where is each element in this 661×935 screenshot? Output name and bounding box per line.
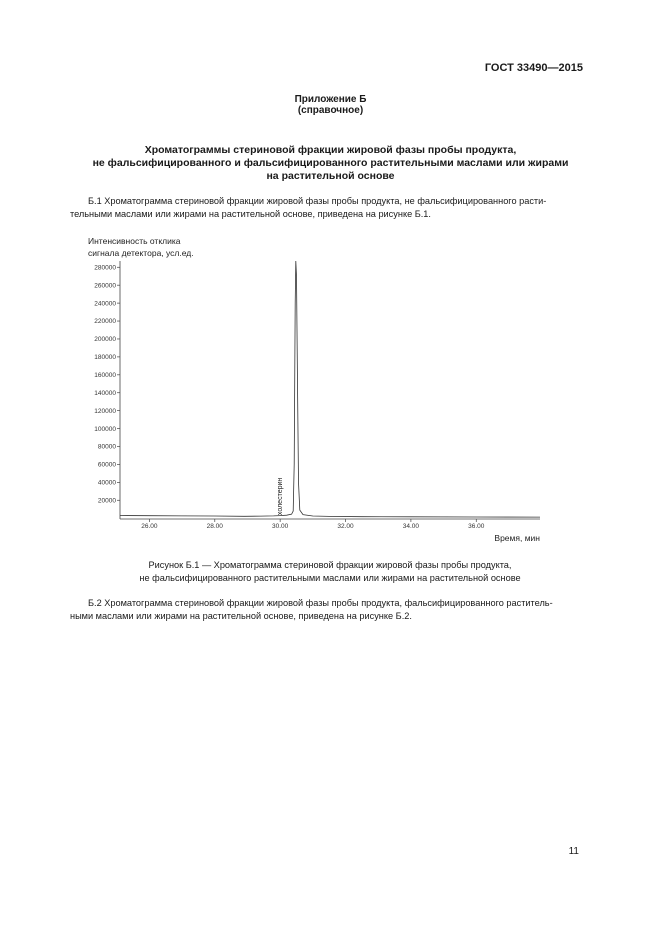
section-title-line: на растительной основе [266,170,395,182]
y-axis-label-line: Интенсивность отклика [88,236,181,246]
paragraph-line: тельными маслами или жирами на растительной основе, приведена на рисунке Б.1. [70,209,431,219]
y-tick-label: 220000 [94,318,116,326]
section-title-line: не фальсифицированного и фальсифицированного растительными маслами или жирами [92,157,569,169]
paragraph-line: Б.2 Хроматограмма стериновой фракции жировой фазы пробы продукта, фальсифицированного раститель- [88,598,553,608]
annex-subtitle: (справочное) [297,105,364,116]
x-tick-label: 36.00 [468,523,485,530]
y-axis-label [88,236,194,258]
signal-series-line [120,261,540,517]
y-ticks [94,264,120,504]
y-tick-label: 280000 [94,264,116,272]
x-tick-label: 30.00 [272,523,289,530]
y-tick-label: 260000 [94,282,116,290]
x-tick-label: 34.00 [402,523,420,530]
x-ticks [141,519,484,530]
figure-caption [60,559,600,585]
y-tick-label: 80000 [97,443,116,451]
y-axis-label-line: сигнала детектора, усл.ед. [88,248,194,258]
section-title-line: Хроматограммы стериновой фракции жировой фазы пробы продукта, [144,144,517,156]
y-tick-label: 160000 [94,372,116,380]
y-tick-label: 180000 [94,354,116,362]
y-tick-label: 140000 [94,389,116,397]
annex-title: Приложение Б [294,94,367,105]
x-tick-label: 26.00 [141,523,158,530]
peak-label-cholesterol: холестерин [277,477,285,516]
y-tick-label: 240000 [94,300,116,308]
y-tick-label: 40000 [97,479,116,487]
y-tick-label: 20000 [97,497,116,505]
figure-caption-line: не фальсифицированного растительными маслами или жирами на растительной основе [139,573,521,583]
y-tick-label: 120000 [94,407,116,415]
paragraph-line: Б.1 Хроматограмма стериновой фракции жировой фазы пробы продукта, не фальсифицированного расти- [88,196,547,206]
paragraph-b2 [70,597,590,623]
page-number: 11 [568,846,579,857]
x-axis-label: Время, мин [494,533,540,543]
document-code: ГОСТ 33490—2015 [484,62,583,74]
y-tick-label: 200000 [94,336,116,344]
x-tick-label: 28.00 [206,523,223,530]
y-tick-label: 100000 [94,425,116,433]
x-tick-label: 32.00 [337,523,354,530]
paragraph-line: ными маслами или жирами на растительной основе, приведена на рисунке Б.2. [70,611,412,621]
y-tick-label: 60000 [97,461,116,469]
figure-caption-line: Рисунок Б.1 — Хроматограмма стериновой фракции жировой фазы пробы продукта, [148,560,512,570]
